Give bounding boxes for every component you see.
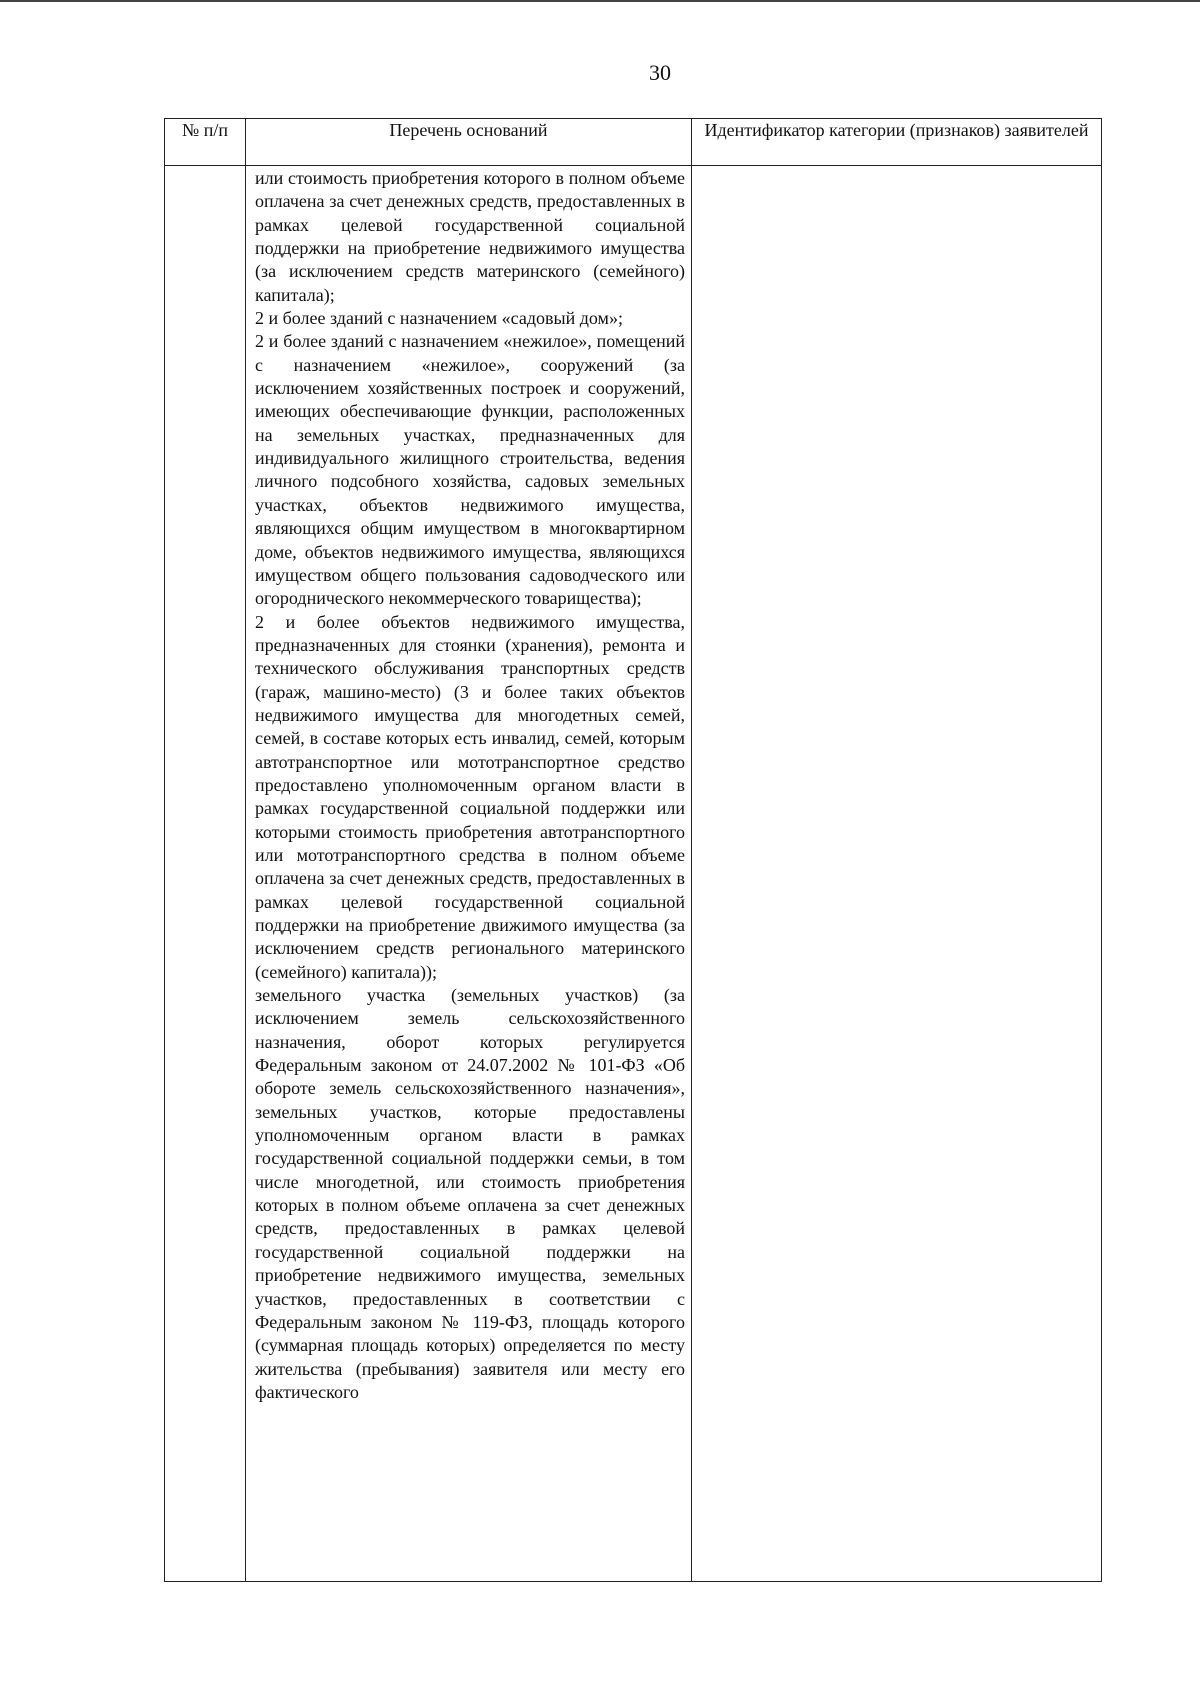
- row-number-cell: [165, 166, 246, 1582]
- grounds-paragraph: 2 и более объектов недвижимого имущества, предназначенных для стоянки (хранения), ремонта и технического обслуживания транспортных средств (гараж, машино-место) (3 и более таких объектов недвижимого имущества для многодетных семей, семей, в составе которых есть инвалид, семей, которым автотранспортное или мототранспортное средство предоставлено уполномоченным органом власти в рамках государственной социальной поддержки или которыми стоимость приобретения автотранспортного или мототранспортного средства в полном объеме оплачена за счет денежных средств, предоставленных в рамках целевой государственной социальной поддержки на приобретение движимого имущества (за исключением средств регионального материнского (семейного) капитала));: [255, 611, 685, 982]
- grounds-paragraph: земельного участка (земельных участков) (за исключением земель сельскохозяйственного назначения, оборот которых регулируется Федеральным законом от 24.07.2002 № 101-ФЗ «Об обороте земель сельскохозяйственного назначения», земельных участков, которые предоставлены уполномоченным органом власти в рамках государственной социальной поддержки семьи, в том числе многодетной, или стоимость приобретения которых в полном объеме оплачена за счет денежных средств, предоставленных в рамках целевой государственной социальной поддержки на приобретение недвижимого имущества, земельных участков, предоставленных в соответствии с Федеральным законом № 119-ФЗ, площадь которого (суммарная площадь которых) определяется по месту жительства (пребывания) заявителя или месту его фактического: [255, 985, 685, 1402]
- header-number: № п/п: [165, 119, 246, 166]
- criteria-table: [164, 118, 1102, 1582]
- grounds-paragraph: или стоимость приобретения которого в полном объеме оплачена за счет денежных средств, предоставленных в рамках целевой государственной социальной поддержки на приобретение недвижимого имущества (за исключением средств материнского (семейного) капитала);: [255, 168, 685, 305]
- grounds-text: [246, 166, 691, 1581]
- page-number: 30: [649, 60, 671, 85]
- grounds-paragraph: 2 и более зданий с назначением «садовый дом»;: [255, 308, 623, 329]
- table-row: [165, 166, 1102, 1582]
- identifier-cell: [692, 166, 1102, 1582]
- grounds-paragraph: 2 и более зданий с назначением «нежилое», помещений с назначением «нежилое», сооружений (за исключением хозяйственных построек и сооружений, имеющих обеспечивающие функции, расположенных на земельных участках, предназначенных для индивидуального жилищного строительства, ведения личного подсобного хозяйства, садовых земельных участках, объектов недвижимого имущества, являющихся общим имуществом в многоквартирном доме, объектов недвижимого имущества, являющихся имуществом общего пользования садоводческого или огороднического некоммерческого товарищества);: [255, 331, 685, 609]
- grounds-cell: [246, 166, 692, 1582]
- header-grounds-list: Перечень оснований: [246, 119, 692, 166]
- table-header-row: [165, 119, 1102, 166]
- scan-top-edge: [0, 0, 1200, 2]
- header-category-identifier: Идентификатор категории (признаков) заявителей: [692, 119, 1102, 166]
